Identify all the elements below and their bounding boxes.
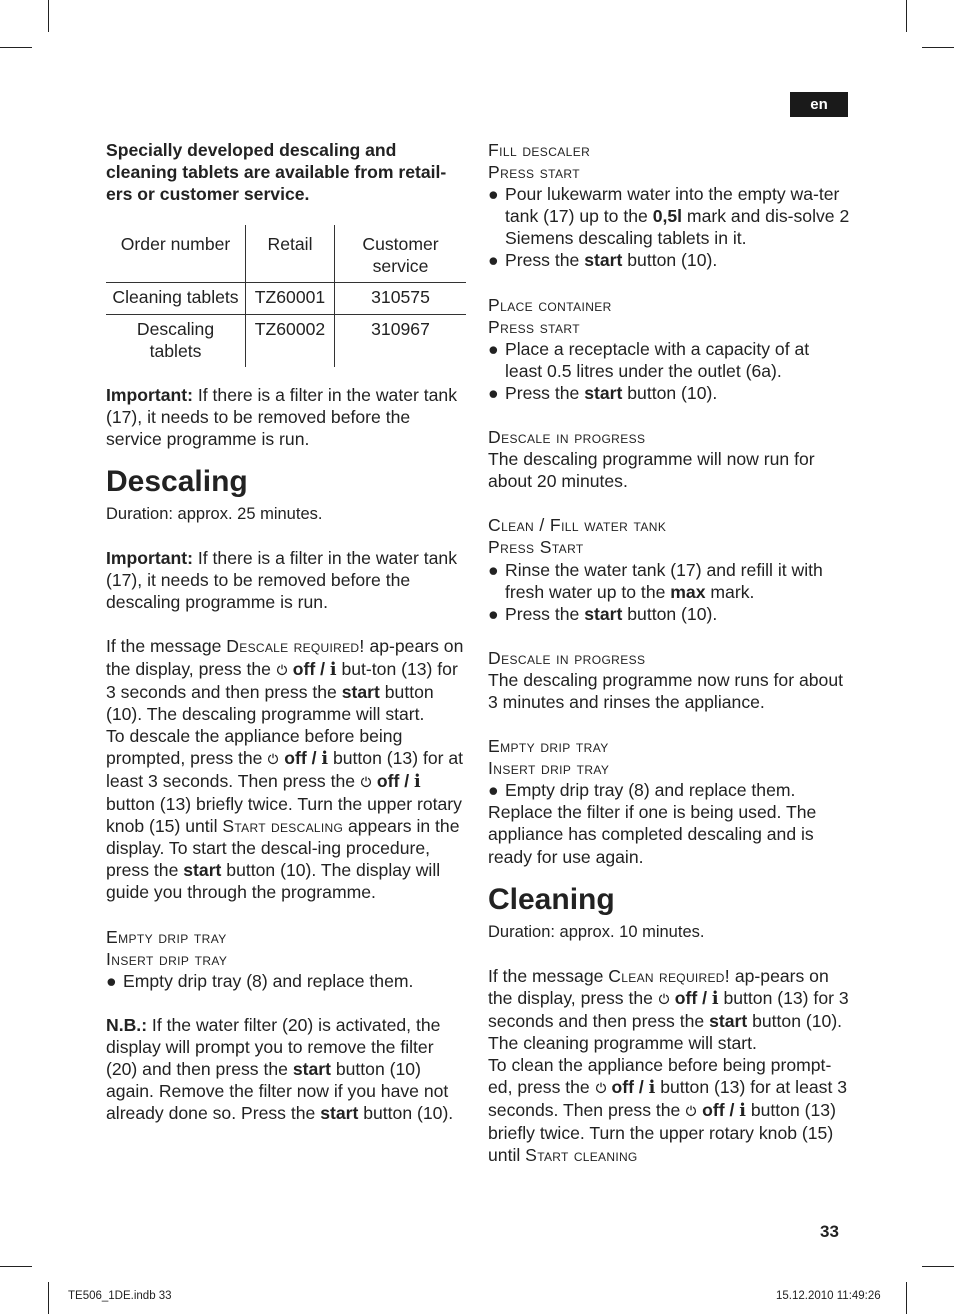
- mark-label: 0,5l: [652, 206, 683, 227]
- step-text: The descaling programme now runs for about 3 minutes and rinses the appliance.: [488, 669, 843, 712]
- crop-mark: [0, 1266, 32, 1267]
- off-label: off /: [376, 770, 414, 791]
- nb-label: N.B.:: [106, 1014, 148, 1035]
- text: button (10).: [622, 382, 718, 403]
- text: button (13) briefly twice. Turn the upper rotary knob (15) until: [106, 794, 462, 837]
- important-text: If there is a filter in the water tank (17), it needs to be removed before the descaling programme is run.: [106, 548, 458, 613]
- step-heading: Fill descaler: [488, 140, 591, 160]
- step-heading: Empty drip tray: [106, 926, 227, 947]
- text: ap-pears on the display, press the: [106, 636, 464, 679]
- table-header-row: [106, 225, 466, 283]
- important-label: Important:: [106, 384, 193, 405]
- step-text: Replace the filter if one is being used. The appliance has completed descaling and is ready for use again.: [488, 802, 817, 867]
- start-label: start: [320, 1103, 359, 1124]
- table-cell: TZ60002: [246, 314, 335, 367]
- mark-label: max: [670, 581, 706, 602]
- crop-mark: [906, 1282, 907, 1314]
- descaling-duration: Duration: approx. 25 minutes.: [106, 505, 323, 524]
- step-heading: Press start: [488, 316, 580, 337]
- step-heading: Descale in progress: [488, 427, 646, 448]
- off-button-icon: [658, 988, 670, 1000]
- table-header-cell: Order number: [106, 225, 246, 283]
- table-cell: 310575: [335, 283, 467, 314]
- info-glyph: i: [739, 1100, 746, 1122]
- descale-prompt-paragraph: [106, 725, 468, 904]
- text: Press the: [505, 382, 585, 403]
- text: button (13) for 3 seconds and then press the: [488, 987, 849, 1031]
- step-heading: Descale in progress: [488, 647, 646, 668]
- step-heading: Clean / Fill water tank: [488, 515, 667, 536]
- text: mark and dis-solve 2 Siemens descaling tablets in it.: [505, 206, 850, 249]
- text: button (10).: [622, 603, 718, 624]
- info-glyph: i: [321, 747, 329, 769]
- list-item: [488, 603, 850, 625]
- text: Empty drip tray (8) and replace them.: [123, 970, 414, 991]
- bullet-icon: ●: [106, 970, 117, 991]
- text: button (10).: [622, 250, 718, 271]
- display-message: Descale required!: [226, 636, 365, 657]
- start-label: start: [341, 681, 380, 702]
- text: but-ton (13) for 3 seconds and then press the: [106, 658, 458, 702]
- off-label: off /: [292, 658, 330, 679]
- info-glyph: i: [711, 987, 719, 1009]
- start-label: start: [584, 603, 623, 624]
- bullet-icon: ●: [488, 338, 499, 359]
- table-header-cell: Retail: [246, 225, 335, 283]
- off-label: off /: [674, 987, 712, 1008]
- display-message: Clean required!: [608, 965, 730, 986]
- display-message: Start cleaning: [525, 1145, 638, 1166]
- text: To descale the appliance before being prompted, press the: [106, 725, 403, 768]
- off-button-icon: [360, 771, 372, 783]
- intro-text: Specially developed descaling and cleaning tablets are available from retail-ers or customer service.: [106, 140, 447, 205]
- text: button (13) briefly twice. Turn the upper rotary knob (15) until: [488, 1100, 836, 1166]
- start-label: start: [183, 860, 222, 881]
- cleaning-title: Cleaning: [488, 882, 615, 916]
- clean-prompt-paragraph: [488, 1054, 850, 1166]
- table-row: [106, 314, 466, 367]
- text: button (10) again. Remove the filter now if you have not already done so. Press the: [106, 1059, 449, 1124]
- list-item: [488, 382, 850, 404]
- text: button (13) for at least 3 seconds. Then press the: [106, 747, 464, 791]
- table-header-cell: Customer service: [335, 225, 467, 283]
- list-item: [488, 183, 850, 249]
- important-text: If there is a filter in the water tank (17), it needs to be removed before the service programme is run.: [106, 384, 458, 449]
- bullet-icon: ●: [488, 603, 499, 624]
- language-badge: en: [790, 92, 848, 117]
- clean-message-paragraph: [488, 965, 850, 1032]
- text: Empty drip tray (8) and replace them.: [505, 780, 796, 801]
- bullet-icon: ●: [488, 184, 499, 205]
- info-glyph: i: [648, 1077, 656, 1099]
- crop-mark: [922, 1266, 954, 1267]
- off-button-icon: [267, 748, 279, 760]
- crop-mark: [48, 0, 49, 32]
- nb-note: [106, 1014, 468, 1124]
- text: Rinse the water tank (17) and refill it with fresh water up to the: [505, 559, 823, 602]
- crop-mark: [0, 47, 32, 48]
- text: button (10). The descaling programme will start.: [106, 681, 434, 724]
- list-item: [488, 559, 850, 603]
- crop-mark: [48, 1282, 49, 1314]
- text: Pour lukewarm water into the empty wa-ter tank (17) up to the: [505, 184, 840, 227]
- crop-mark: [906, 0, 907, 32]
- step-heading: Press start: [488, 162, 580, 183]
- important-label: Important:: [106, 548, 193, 569]
- bullet-icon: ●: [488, 559, 499, 580]
- info-glyph: i: [414, 770, 421, 792]
- descale-message-paragraph: [106, 635, 468, 724]
- text: mark.: [705, 581, 755, 602]
- table-cell: Cleaning tablets: [106, 283, 246, 314]
- text: ap-pears on the display, press the: [488, 965, 829, 1008]
- off-label: off /: [702, 1100, 740, 1121]
- text: button (10).: [747, 1010, 843, 1031]
- step-heading: Insert drip tray: [488, 758, 610, 779]
- page-number: 33: [820, 1222, 839, 1241]
- step-heading: Insert drip tray: [106, 948, 228, 969]
- bullet-icon: ●: [488, 382, 499, 403]
- table-cell: 310967: [371, 318, 430, 339]
- list-item: [106, 970, 468, 992]
- start-label: start: [584, 382, 623, 403]
- important-note: [106, 547, 468, 613]
- step-text: The descaling programme will now run for about 20 minutes.: [488, 449, 815, 492]
- order-table: [106, 225, 466, 366]
- text: button (13) for at least 3 seconds. Then press the: [488, 1077, 848, 1121]
- info-glyph: i: [329, 658, 337, 680]
- bullet-icon: ●: [488, 250, 499, 271]
- crop-mark: [922, 47, 954, 48]
- off-button-icon: [595, 1077, 607, 1089]
- start-label: start: [584, 250, 623, 271]
- important-note: [106, 384, 468, 450]
- list-item: [488, 338, 850, 382]
- footer-timestamp: 15.12.2010 11:49:26: [776, 1290, 881, 1302]
- step-heading: Empty drip tray: [488, 736, 609, 757]
- text: If the message: [488, 965, 609, 986]
- text: Place a receptacle with a capacity of at least 0.5 litres under the outlet (6a).: [505, 338, 810, 381]
- cleaning-duration: Duration: approx. 10 minutes.: [488, 922, 705, 941]
- footer-file-info: TE506_1DE.indb 33: [68, 1290, 172, 1302]
- text: appears in the display. To start the descal-ing procedure, press the: [106, 816, 460, 881]
- descaling-title: Descaling: [106, 465, 248, 499]
- table-row: [106, 283, 466, 314]
- off-button-icon: [685, 1100, 697, 1112]
- text: If the water filter (20) is activated, the display will prompt you to remove the filter (20) and then press the: [106, 1014, 441, 1079]
- off-button-icon: [276, 659, 288, 671]
- text: Press the: [505, 603, 585, 624]
- text: button (10).: [358, 1103, 454, 1124]
- text: To clean the appliance before being prompt-ed, press the: [488, 1055, 832, 1098]
- left-column: [106, 139, 468, 1124]
- list-item: [488, 779, 850, 801]
- right-column: [488, 139, 850, 1167]
- off-label: off /: [284, 747, 322, 768]
- clean-start-text: The cleaning programme will start.: [488, 1033, 757, 1053]
- text: button (10). The display will guide you through the programme.: [106, 860, 441, 903]
- text: Press the: [505, 250, 585, 271]
- table-cell: Descaling tablets: [106, 314, 246, 367]
- start-label: start: [709, 1010, 748, 1031]
- step-heading: Press Start: [488, 537, 584, 558]
- off-label: off /: [611, 1077, 649, 1098]
- table-cell: TZ60001: [246, 283, 335, 314]
- text: If the message: [106, 636, 227, 657]
- list-item: [488, 249, 850, 271]
- step-heading: Place container: [488, 294, 612, 315]
- start-label: start: [292, 1059, 331, 1079]
- display-message: Start descaling: [222, 816, 344, 837]
- bullet-icon: ●: [488, 780, 499, 801]
